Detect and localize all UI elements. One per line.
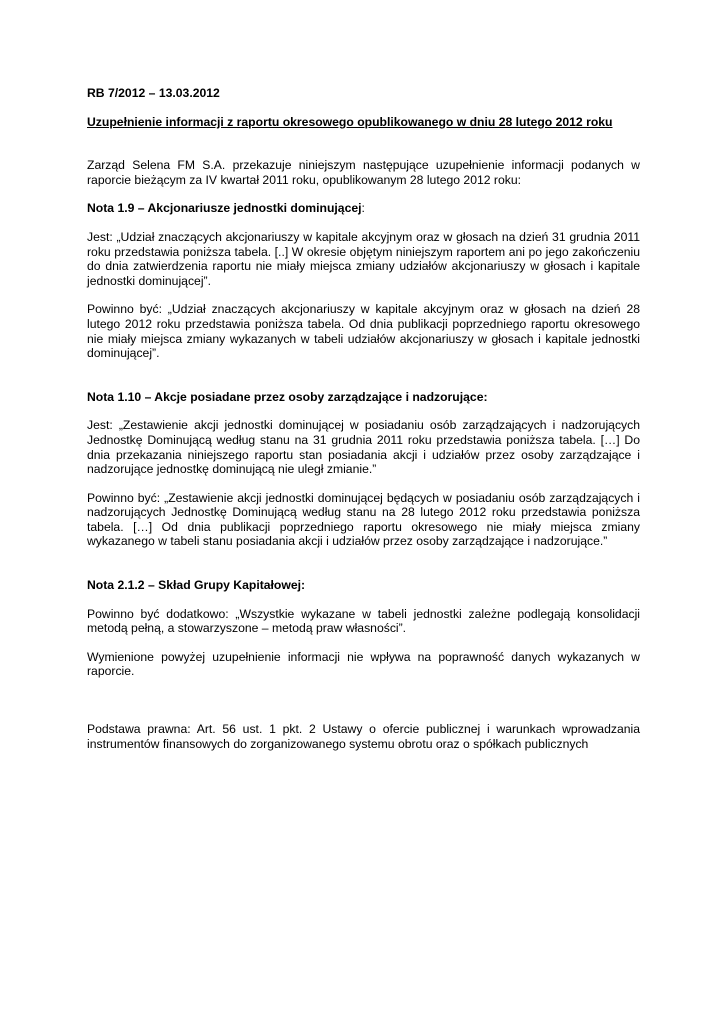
note-1-9-jest: Jest: „Udział znaczących akcjonariuszy w kapitale akcyjnym oraz w głosach na dzień 31 grudnia 2011 roku przedstawia poniższa tabela. [..] W okresie objętym niniejszym raportem ani po jego zakończeniu do dnia zatwierdzenia raportu nie miały miejsca zmiany udziałów akcjonariuszy w głosach i kapitale jednostki dominującej”. — [87, 229, 640, 288]
legal-basis: Podstawa prawna: Art. 56 ust. 1 pkt. 2 Ustawy o ofercie publicznej i warunkach wprowadzania instrumentów finansowych do zorganizowanego systemu obrotu oraz o spółkach publicznych — [87, 722, 640, 751]
intro-paragraph: Zarząd Selena FM S.A. przekazuje niniejszym następujące uzupełnienie informacji podanych w raporcie bieżącym za IV kwartał 2011 roku, opublikowanym 28 lutego 2012 roku: — [87, 158, 640, 187]
note-1-10-powinno: Powinno być: „Zestawienie akcji jednostki dominującej będących w posiadaniu osób zarządzających i nadzorujących Jednostkę Dominującą według stanu na 28 lutego 2012 roku przedstawia poniższa tabela. […] Od dnia publikacji poprzedniego raportu okresowego nie miały miejsca zmiany wykazanego w tabeli stanu posiadania akcji i udziałów przez osoby zarządzające i nadzorujące.” — [87, 490, 640, 549]
note-1-9-powinno: Powinno być: „Udział znaczących akcjonariuszy w kapitale akcyjnym oraz w głosach na dzień 28 lutego 2012 roku przedstawia poniższa tabela. Od dnia publikacji poprzedniego raportu okresowego nie miały miejsca zmiany wykazanych w tabeli udziałów akcjonariuszy w głosach i kapitale jednostki dominującej”. — [87, 302, 640, 361]
closing-paragraph: Wymienione powyżej uzupełnienie informacji nie wpływa na poprawność danych wykazanych w raporcie. — [87, 649, 640, 679]
note-2-1-2-powinno: Powinno być dodatkowo: „Wszystkie wykazane w tabeli jednostki zależne podlegają konsolidacji metodą pełną, a stowarzyszone – metodą praw własności”. — [87, 606, 640, 636]
report-id: RB 7/2012 – 13.03.2012 — [87, 86, 220, 100]
note-1-10-heading: Nota 1.10 – Akcje posiadane przez osoby zarządzające i nadzorujące: — [87, 389, 488, 404]
note-1-9-heading-colon: : — [361, 201, 365, 216]
note-1-10-jest: Jest: „Zestawienie akcji jednostki dominującej w posiadaniu osób zarządzających i nadzorujących Jednostkę Dominującą według stanu na 31 grudnia 2011 roku przedstawia poniższa tabela. […] Do dnia przekazania niniejszego raportu stan posiadania akcji i udziałów przez osoby zarządzające i nadzorujące jednostkę dominującą nie uległ zmianie.” — [87, 418, 640, 477]
note-1-9-heading-text: Nota 1.9 – Akcjonariusze jednostki dominującej — [87, 201, 362, 216]
note-2-1-2-heading: Nota 2.1.2 – Skład Grupy Kapitałowej: — [87, 578, 306, 593]
document-page — [87, 86, 640, 751]
note-1-9-heading — [87, 201, 640, 216]
report-title: Uzupełnienie informacji z raportu okresowego opublikowanego w dniu 28 lutego 2012 roku — [87, 114, 613, 129]
